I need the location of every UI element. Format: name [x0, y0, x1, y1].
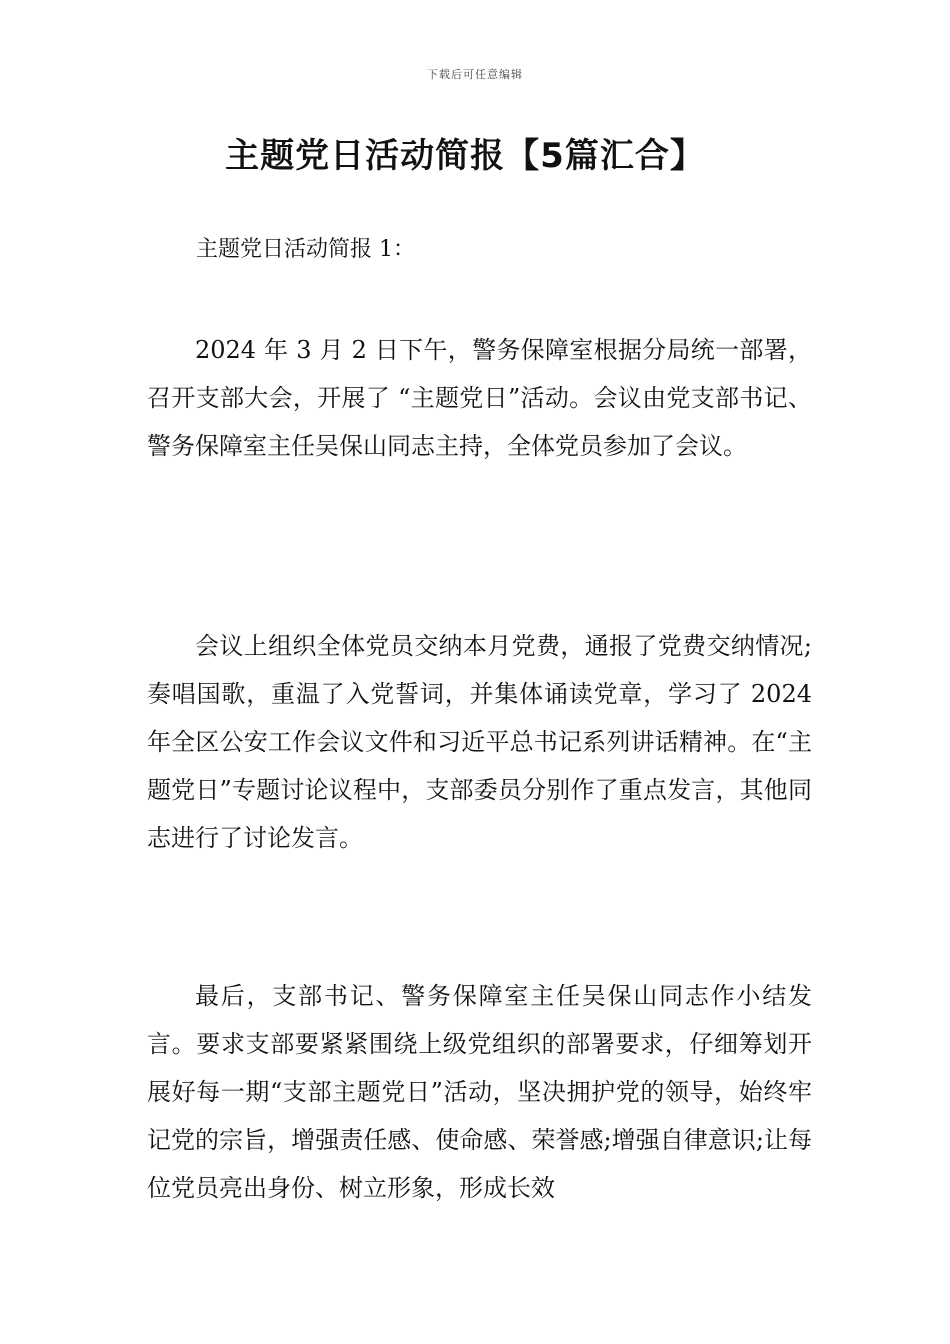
paragraph-1: 2024 年 3 月 2 日下午，警务保障室根据分局统一部署，召开支部大会，开展了 “主题党日”活动。会议由党支部书记、警务保障室主任吴保山同志主持，全体党员参加了会议。 [147, 336, 812, 460]
paragraph-2: 会议上组织全体党员交纳本月党费，通报了党费交纳情况;奏唱国歌，重温了入党誓词，并集体诵读党章，学习了 2024 年全区公安工作会议文件和习近平总书记系列讲话精神。在“主题党日”专题讨论议程中，支部委员分别作了重点发言，其他同志进行了讨论发言。 [147, 632, 812, 852]
document-title: 主题党日活动简报【5篇汇合】 [225, 136, 705, 176]
header-note: 下载后可任意编辑 [427, 68, 523, 81]
paragraph-3: 最后，支部书记、警务保障室主任吴保山同志作小结发言。要求支部要紧紧围绕上级党组织的部署要求，仔细筹划开展好每一期“支部主题党日”活动，坚决拥护党的领导，始终牢记党的宗旨，增强责任感、使命感、荣誉感;增强自律意识;让每位党员亮出身份、树立形象，形成长效 [147, 982, 812, 1202]
section-heading: 主题党日活动简报 1： [196, 237, 415, 262]
